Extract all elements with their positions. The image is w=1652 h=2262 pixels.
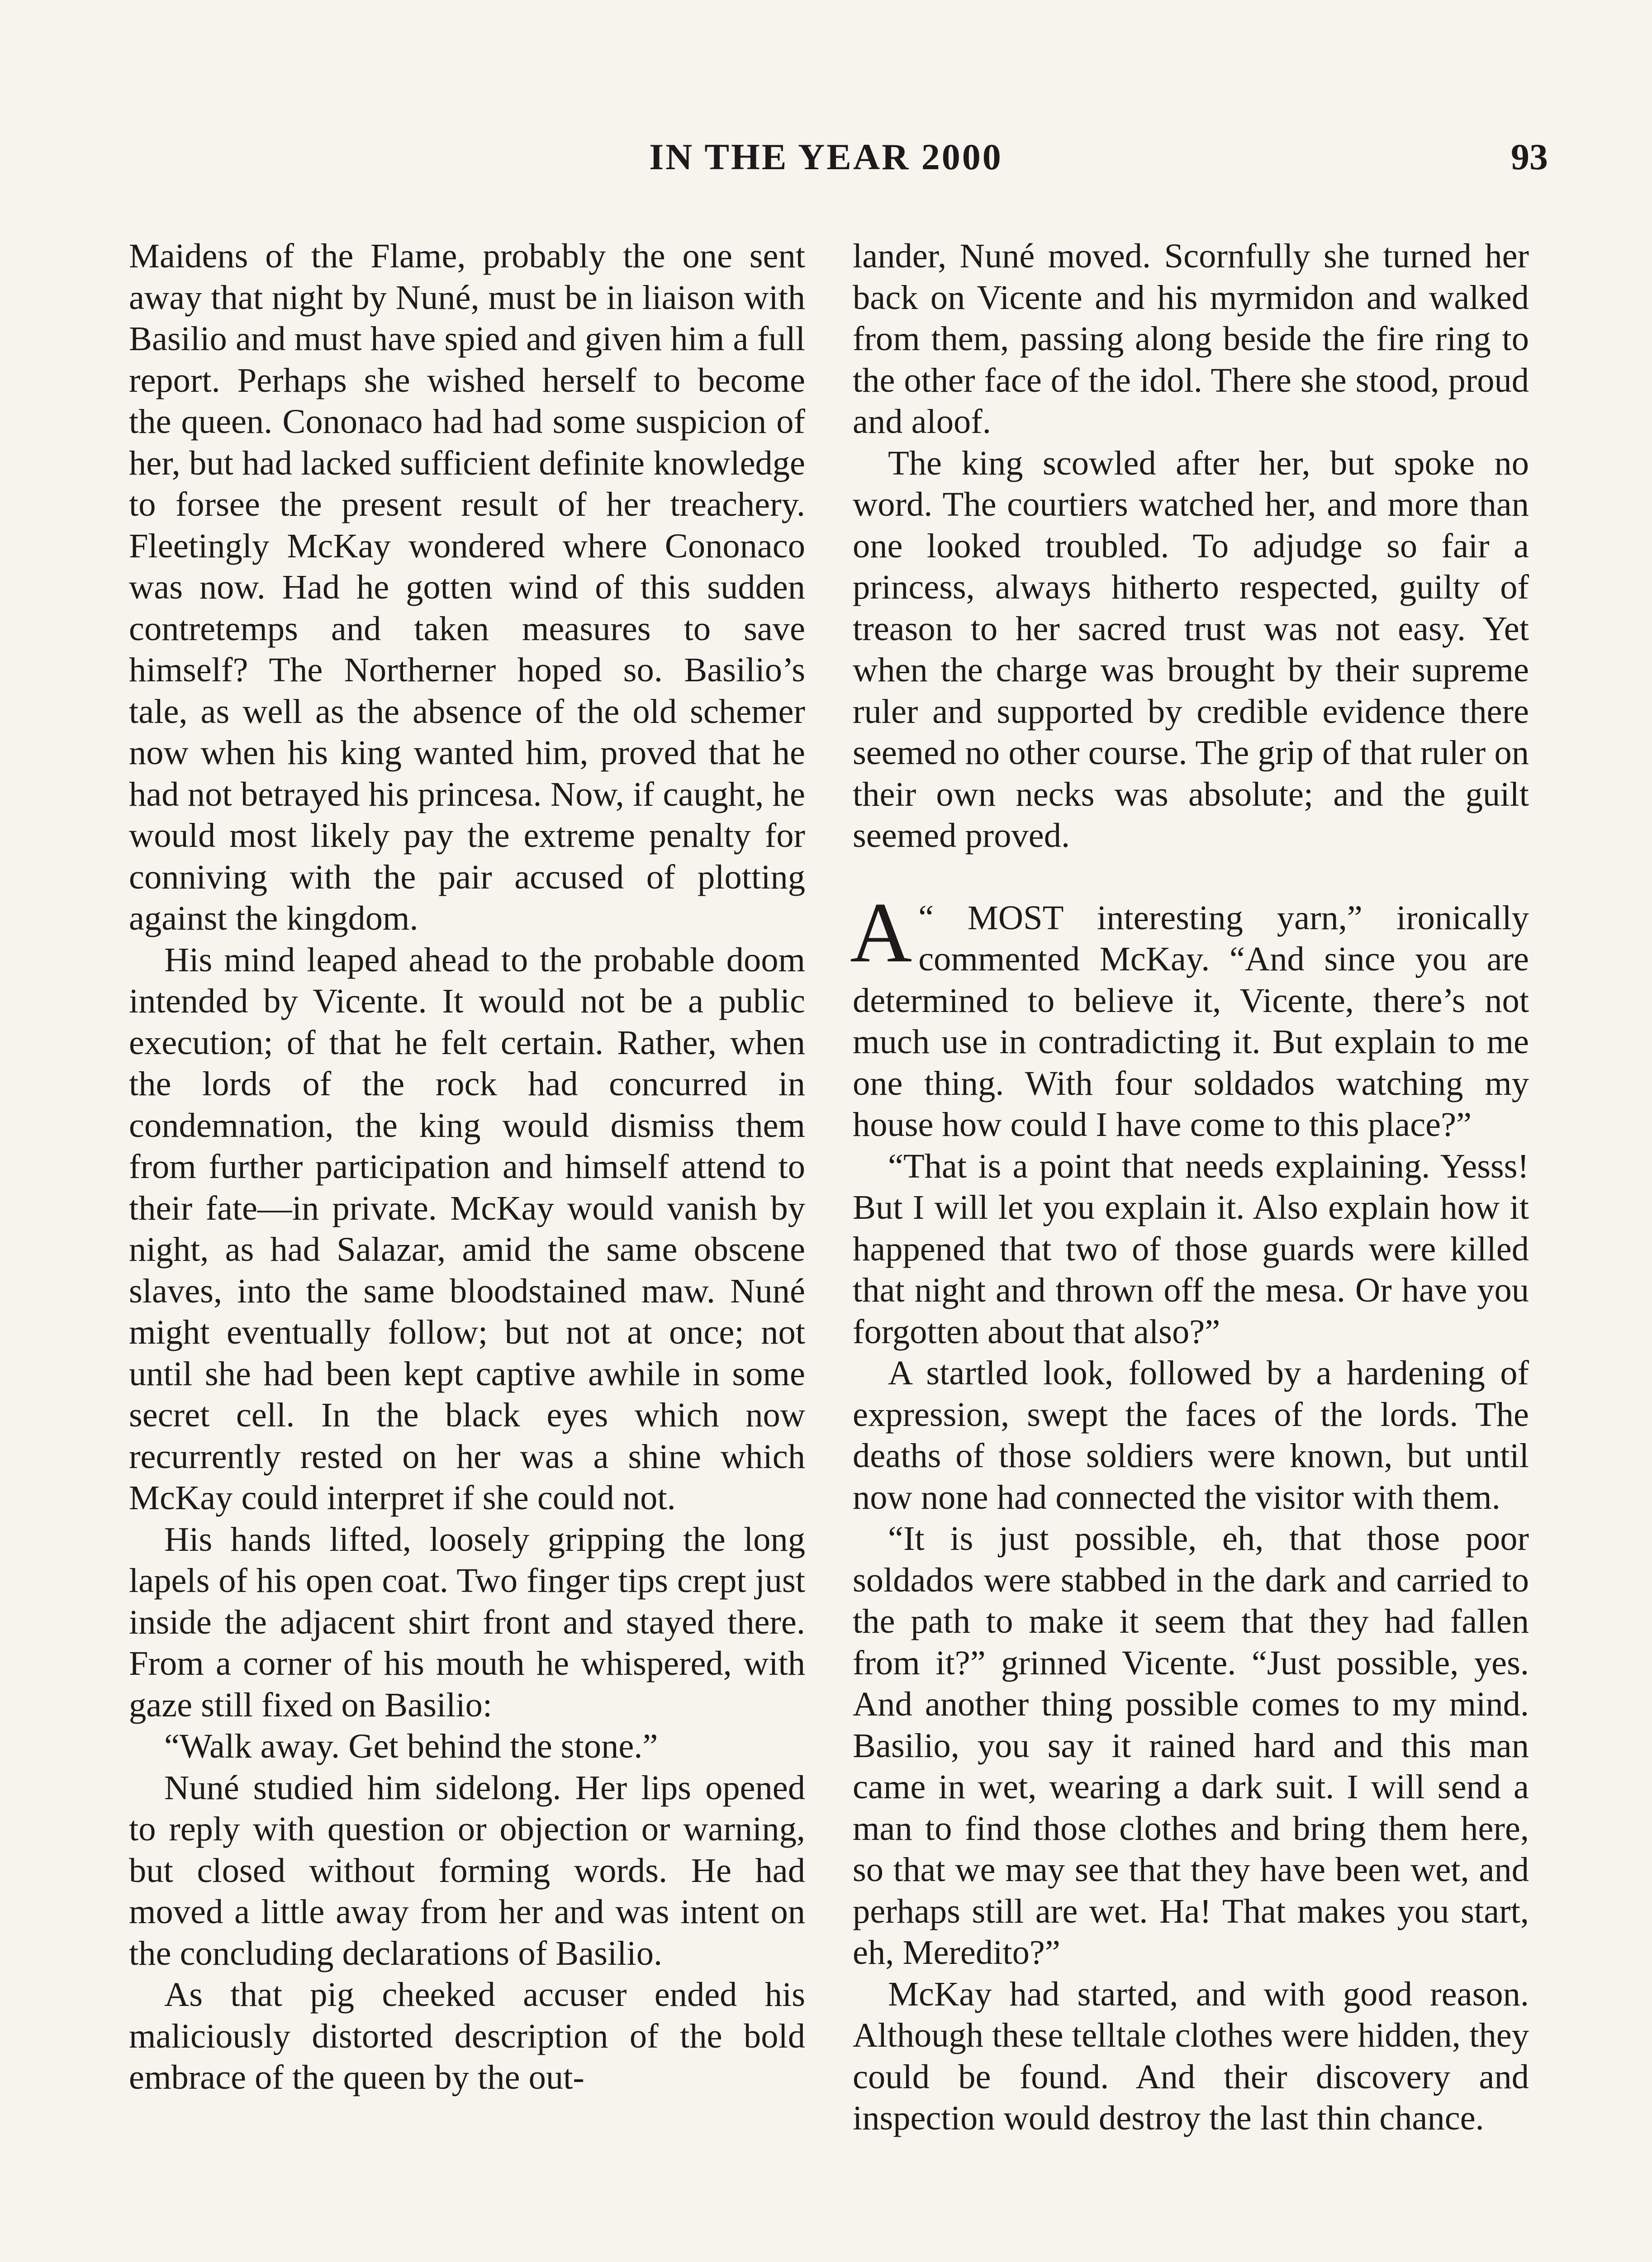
right-column (850, 235, 1529, 2139)
paragraph: “That is a point that needs explaining. Yesss! But I will let you explain it. Also explain how it happened that two of those guards were killed that night and thrown off the mesa. Or have you forgotten about that also?” (853, 1146, 1529, 1351)
paragraph: As that pig cheeked accuser ended his maliciously distorted description of the bold embrace of the queen by the out- (129, 1975, 805, 2096)
paragraph: “Walk away. Get behind the stone.” (164, 1727, 658, 1765)
paragraph: A startled look, followed by a hardening of expression, swept the faces of the lords. The deaths of those soldiers were known, but until now none had connected the visitor with them. (853, 1354, 1529, 1516)
dropcap-letter: A (850, 885, 912, 980)
paragraph: lander, Nuné moved. Scornfully she turned her back on Vicente and his myrmidon and walked from them, passing along beside the fire ring to the other face of the idol. There she stood, proud and aloof. (853, 237, 1529, 441)
section-break (853, 856, 1529, 897)
paragraph: McKay had started, and with good reason. Although these telltale clothes were hidden, they could be found. And their discovery and inspection would destroy the last thin chance. (853, 1974, 1529, 2137)
paragraph: His hands lifted, loosely gripping the long lapels of his open coat. Two finger tips crept just inside the adjacent shirt front and stayed there. From a corner of his mouth he whispered, with gaze still fixed on Basilio: (129, 1520, 805, 1724)
left-column (129, 235, 805, 2098)
dropcap-paragraph-text: MOST interesting yarn,” ironically commented McKay. “And since you are determined to believe it, Vicente, there’s not much use in contradicting it. But explain to me one thing. With four soldados watching my house how could I have come to this place?” (853, 898, 1529, 1144)
paragraph: “It is just possible, eh, that those poor soldados were stabbed in the dark and carried to the path to make it seem that they had fallen from it?” grinned Vicente. “Just possible, yes. And another thing possible comes to my mind. Basilio, you say it rained hard and this man came in wet, wearing a dark suit. I will send a man to find those clothes and bring them here, so that we may see that they have been wet, and perhaps still are wet. Ha! That makes you start, eh, Meredito?” (853, 1519, 1529, 1972)
dropcap-paragraph (850, 885, 1529, 1145)
page-number: 93 (1511, 136, 1548, 177)
paragraph: The king scowled after her, but spoke no word. The courtiers watched her, and more than one looked troubled. To adjudge so fair a princess, always hitherto respected, guilty of treason to her sacred trust was not easy. Yet when the charge was brought by their supreme ruler and supported by credible evidence there seemed no other course. The grip of that ruler on their own necks was absolute; and the guilt seemed proved. (853, 443, 1529, 855)
dropcap-quote: “ (918, 898, 934, 936)
paragraph: His mind leaped ahead to the probable doom intended by Vicente. It would not be a public execution; of that he felt certain. Rather, when the lords of the rock had concurred in condemnation, the king would dismiss them from further participation and himself attend to their fate—in private. McKay would vanish by night, as had Salazar, amid the same obscene slaves, into the same bloodstained maw. Nuné might eventually follow; but not at once; not until she had been kept captive awhile in some secret cell. In the black eyes which now recurrently rested on her was a shine which McKay could interpret if she could not. (129, 940, 805, 1517)
page-header (0, 136, 1652, 190)
paragraph: Nuné studied him sidelong. Her lips opened to reply with question or objection or warning, but closed without forming words. He had moved a little away from her and was intent on the concluding declarations of Basilio. (129, 1768, 805, 1972)
paragraph: Maidens of the Flame, probably the one sent away that night by Nuné, must be in liaison with Basilio and must have spied and given him a full report. Perhaps she wished herself to become the queen. Cononaco had had some suspicion of her, but had lacked sufficient definite knowledge to forsee the present result of her treachery. Fleetingly McKay wondered where Cononaco was now. Had he gotten wind of this sudden contretemps and taken measures to save himself? The Northerner hoped so. Basilio’s tale, as well as the absence of the old schemer now when his king wanted him, proved that he had not betrayed his princesa. Now, if caught, he would most likely pay the extreme penalty for conniving with the pair accused of plotting against the kingdom. (129, 237, 805, 937)
running-title: IN THE YEAR 2000 (649, 136, 1003, 177)
